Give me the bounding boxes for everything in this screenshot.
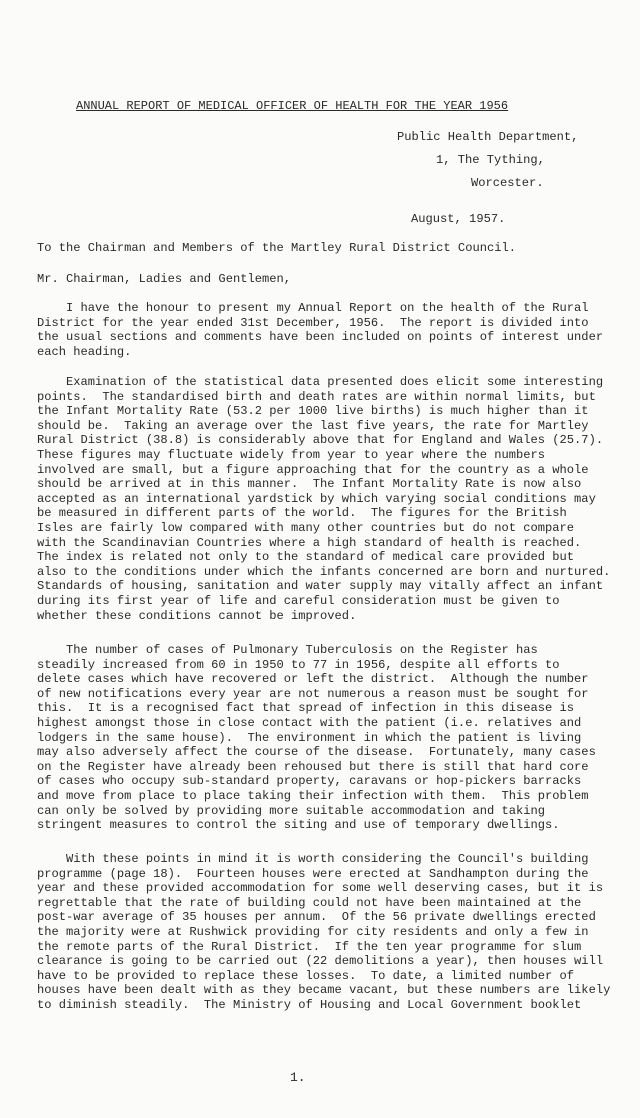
- paragraph-line: can only be solved by providing more suitable accommodation and taking: [37, 803, 546, 818]
- paragraph-line: clearance is going to be carried out (22 demolitions a year), then houses will: [37, 954, 604, 969]
- paragraph-line: houses have been dealt with as they became vacant, but these numbers are likely: [37, 983, 611, 998]
- paragraph-line: to diminish steadily. The Ministry of Housing and Local Government booklet: [37, 997, 582, 1012]
- paragraph-line: lodgers in the same house). The environment in which the patient is living: [37, 730, 582, 745]
- paragraph-line: With these points in mind it is worth considering the Council's building: [37, 852, 589, 866]
- paragraph-line: post-war average of 35 houses per annum. Of the 56 private dwellings erected: [37, 910, 596, 925]
- paragraph-line: be measured in different parts of the world. The figures for the British: [37, 506, 567, 521]
- paragraph-line: should be. Taking an average over the last five years, the rate for Martley: [37, 418, 589, 433]
- paragraph-line: Examination of the statistical data presented does elicit some interesting: [37, 375, 604, 389]
- paragraph-line: delete cases which have recovered or left the district. Although the number: [37, 672, 589, 687]
- paragraph-line: District for the year ended 31st December, 1956. The report is divided into: [37, 315, 589, 330]
- paragraph-line: whether these conditions cannot be improved.: [37, 608, 357, 623]
- paragraph-line: may also adversely affect the course of the disease. Fortunately, many cases: [37, 745, 596, 760]
- paragraph-line: points. The standardised birth and death rates are within normal limits, but: [37, 389, 596, 404]
- paragraph-line: have to be provided to replace these losses. To date, a limited number of: [37, 968, 575, 983]
- paragraph-line: each heading.: [37, 344, 132, 359]
- report-title: ANNUAL REPORT OF MEDICAL OFFICER OF HEALTH FOR THE YEAR 1956: [76, 99, 509, 113]
- paragraph-line: also to the conditions under which the infants concerned are born and nurtured.: [37, 564, 611, 579]
- paragraph-line: accepted as an international yardstick by which varying social conditions may: [37, 491, 596, 506]
- paragraph-line: The number of cases of Pulmonary Tuberculosis on the Register has: [37, 643, 538, 657]
- paragraph-line: the majority were at Rushwick providing for city residents and only a few in: [37, 924, 589, 939]
- paragraph-line: on the Register have already been rehoused but there is still that hard core: [37, 759, 589, 774]
- paragraph-tuberculosis: [37, 643, 631, 833]
- paragraph-line: this. It is a recognised fact that spread of infection in this disease is: [37, 701, 575, 716]
- paragraph-line: of cases who occupy sub-standard property, caravans or hop-pickers barracks: [37, 774, 582, 789]
- paragraph-line: involved are small, but a figure approaching that for the country as a whole: [37, 462, 589, 477]
- paragraph-line: the usual sections and comments have been included on points of interest under: [37, 330, 604, 345]
- paragraph-line: of new notifications every year are not numerous a reason must be sought for: [37, 686, 589, 701]
- paragraph-line: Isles are fairly low compared with many other countries but do not compare: [37, 520, 575, 535]
- paragraph-housing: [37, 852, 631, 1013]
- paragraph-line: during its first year of life and careful consideration must be given to: [37, 593, 560, 608]
- address-line-city: Worcester.: [471, 176, 544, 190]
- paragraph-line: programme (page 18). Fourteen houses were erected at Sandhampton during the: [37, 866, 589, 881]
- paragraph-line: highest amongst those in close contact with the patient (i.e. relatives and: [37, 715, 582, 730]
- paragraph-introduction: [37, 301, 631, 359]
- salutation-line: Mr. Chairman, Ladies and Gentlemen,: [37, 272, 292, 286]
- paragraph-line: with the Scandinavian Countries where a high standard of health is reached.: [37, 535, 582, 550]
- address-line-department: Public Health Department,: [397, 130, 579, 144]
- paragraph-line: stringent measures to control the siting and use of temporary dwellings.: [37, 818, 560, 833]
- paragraph-line: Rural District (38.8) is considerably above that for England and Wales (25.7).: [37, 433, 604, 448]
- paragraph-line: year and these provided accommodation for some well deserving cases, but it is: [37, 881, 604, 896]
- paragraph-line: the Infant Mortality Rate (53.2 per 1000 live births) is much higher than it: [37, 404, 589, 419]
- paragraph-line: Standards of housing, sanitation and water supply may vitally affect an infant: [37, 579, 604, 594]
- paragraph-line: These figures may fluctuate widely from year to year where the numbers: [37, 447, 546, 462]
- addressee-line: To the Chairman and Members of the Martley Rural District Council.: [37, 241, 516, 255]
- paragraph-line: the remote parts of the Rural District. If the ten year programme for slum: [37, 939, 582, 954]
- paragraph-infant-mortality: [37, 375, 631, 623]
- paragraph-line: steadily increased from 60 in 1950 to 77 in 1956, despite all efforts to: [37, 657, 560, 672]
- address-line-street: 1, The Tything,: [436, 153, 545, 167]
- paragraph-line: should be arrived at in this manner. The Infant Mortality Rate is now also: [37, 477, 582, 492]
- page-number: 1.: [290, 1070, 306, 1085]
- letter-date: August, 1957.: [411, 212, 506, 226]
- paragraph-line: and move from place to place taking their infection with them. This problem: [37, 788, 589, 803]
- paragraph-line: I have the honour to present my Annual Report on the health of the Rural: [37, 301, 589, 315]
- paragraph-line: The index is related not only to the standard of medical care provided but: [37, 550, 575, 565]
- paragraph-line: regrettable that the rate of building could not have been maintained at the: [37, 895, 582, 910]
